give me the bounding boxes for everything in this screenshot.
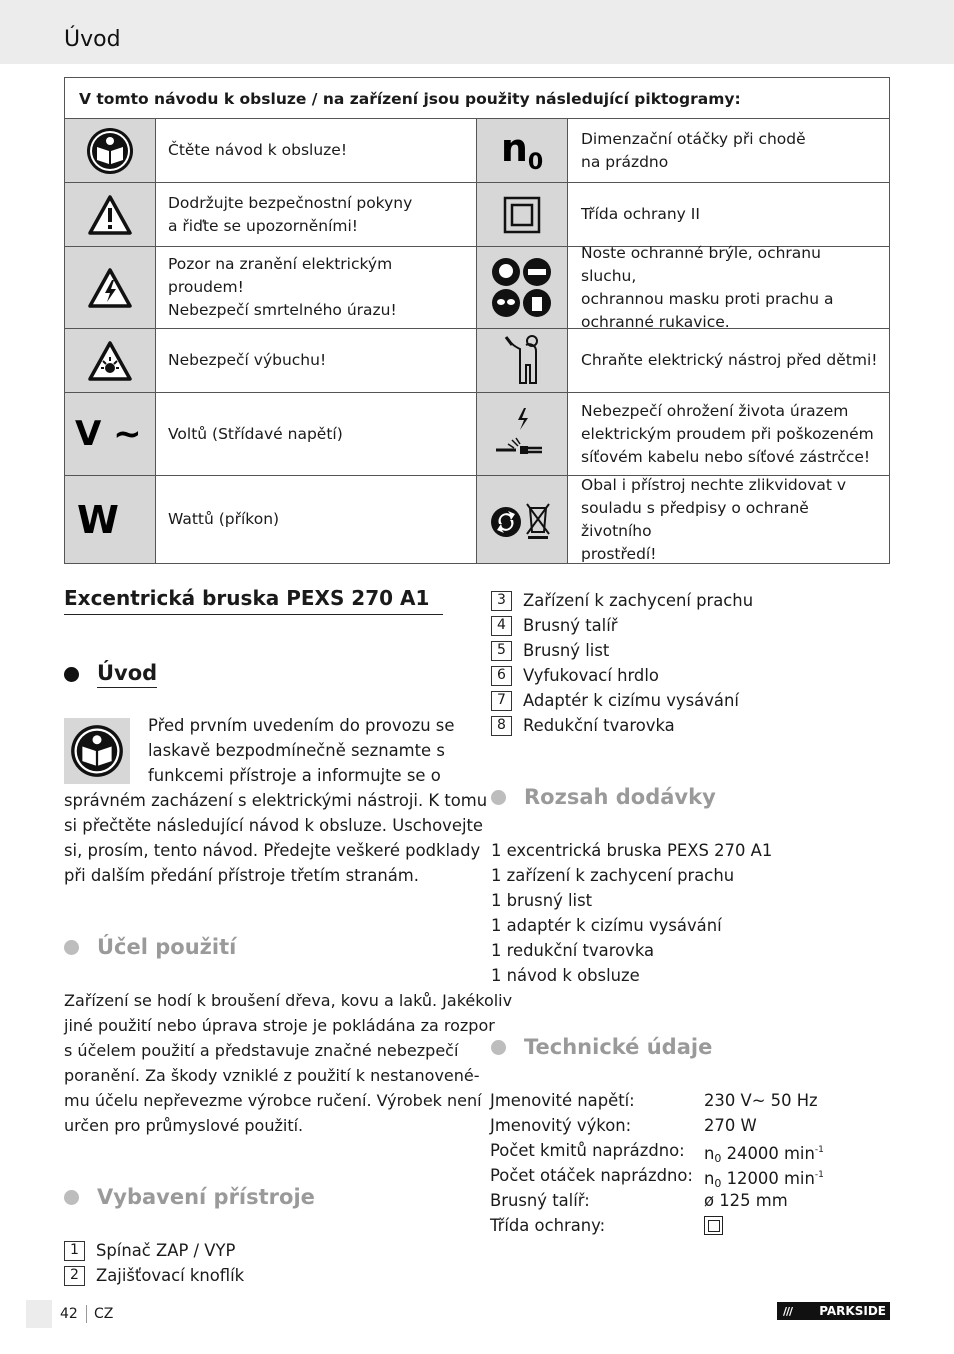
protection-class-ii-icon	[704, 1216, 723, 1235]
spec-number: 12000 min	[721, 1169, 815, 1188]
no-load-speed-glyph: n	[500, 126, 528, 170]
pictogram-text: Chraňte elektrický nástroj před dětmi!	[581, 351, 878, 369]
pictogram-row	[65, 393, 889, 476]
item-label: Zajišťovací knoflík	[96, 1266, 245, 1285]
volt-ac-glyph: V ~	[75, 414, 142, 454]
list-item	[491, 663, 753, 688]
electric-shock-warning-icon	[65, 247, 156, 328]
spec-row	[490, 1138, 824, 1163]
watt-icon	[65, 476, 156, 563]
equipment-heading-text: Vybavení přístroje	[97, 1185, 315, 1209]
intro-paragraph-start: Před prvním uvedením do provozu se laskavě bezpodmínečně seznamte s funkcemi přístroje a informujte se o	[148, 716, 455, 785]
equipment-list-right	[491, 588, 753, 738]
spec-row	[490, 1113, 824, 1138]
pictogram-row	[65, 119, 889, 183]
spec-label: Třída ochrany:	[490, 1216, 606, 1235]
spec-label: Jmenovité napětí:	[490, 1091, 635, 1110]
pictogram-row	[65, 243, 889, 331]
list-item: 1 adaptér k cizímu vysávání	[491, 916, 722, 935]
delivery-heading-text: Rozsah dodávky	[524, 785, 716, 809]
spec-superscript: -1	[814, 1170, 824, 1180]
spec-value: 230 V~ 50 Hz	[704, 1091, 818, 1110]
spec-number: 24000 min	[721, 1144, 815, 1163]
spec-row	[490, 1213, 824, 1238]
watt-glyph: W	[77, 497, 119, 542]
spec-label: Počet otáček naprázdno:	[490, 1166, 693, 1185]
pictogram-text: Nebezpečí ohrožení života úrazem elektrickým proudem při poškozeném síťovém kabelu nebo síťové zástrčce!	[581, 401, 874, 466]
item-number: 5	[491, 641, 512, 661]
item-number: 3	[491, 591, 512, 611]
spec-value: ø 125 mm	[704, 1191, 788, 1210]
damaged-cable-warning-icon	[477, 393, 568, 475]
pictogram-text: Obal i přístroj nechte zlikvidovat v souladu s předpisy o ochraně životního prostředí!	[581, 475, 847, 563]
spec-value	[704, 1213, 723, 1238]
spec-row	[490, 1163, 824, 1188]
brand-logo	[777, 1302, 890, 1320]
spec-row	[490, 1088, 824, 1113]
list-item: 1 excentrická bruska PEXS 270 A1	[491, 841, 773, 860]
spec-subscript: 0	[714, 1177, 722, 1190]
pictogram-text: Dodržujte bezpečnostní pokyny a řiďte se upozorněními!	[156, 183, 477, 246]
list-item: 1 brusný list	[491, 891, 593, 910]
intended-use-heading-text: Účel použití	[97, 935, 237, 959]
intended-use-heading	[64, 935, 236, 959]
spec-value	[704, 1138, 824, 1163]
page-title: Úvod	[64, 27, 121, 52]
volt-ac-icon	[65, 393, 156, 475]
protection-class-ii-icon	[477, 183, 568, 246]
intro-heading	[64, 661, 157, 688]
item-number: 1	[64, 1241, 85, 1261]
bullet-dot-icon	[64, 667, 79, 682]
list-item	[491, 588, 753, 613]
spec-symbol: n	[704, 1144, 715, 1163]
intended-use-paragraph: Zařízení se hodí k broušení dřeva, kovu a laků. Jakékoliv jiné použití nebo úprava stroje je pokládána za rozpor s účelem použití a představuje značné nebezpečí poranění. Za škody vzniklé z použití k nestanovené- mu účelu nepřevezme výrobce ručení. Výrobek není určen pro průmyslové použití.	[64, 991, 513, 1135]
spec-value	[704, 1163, 824, 1188]
equipment-heading	[64, 1185, 315, 1209]
keep-away-from-children-icon	[477, 329, 568, 392]
pictogram-text: Pozor na zranění elektrickým proudem! Nebezpečí smrtelného úrazu!	[156, 247, 477, 328]
list-item: 1 návod k obsluze	[491, 966, 640, 985]
list-item	[64, 1238, 244, 1263]
tech-data-heading	[491, 1035, 712, 1059]
pictogram-text: Wattů (příkon)	[156, 476, 477, 563]
spec-superscript: -1	[814, 1145, 824, 1155]
item-number: 2	[64, 1266, 85, 1286]
item-label: Brusný list	[523, 641, 610, 660]
pictogram-text: Noste ochranné brýle, ochranu sluchu, ochrannou masku proti prachu a ochranné rukavice.	[581, 243, 834, 331]
spec-symbol: n	[704, 1169, 715, 1188]
list-item	[491, 638, 753, 663]
delivery-list	[491, 838, 772, 988]
item-label: Brusný talíř	[523, 616, 618, 635]
spec-value: 270 W	[704, 1116, 757, 1135]
intro-heading-text: Úvod	[97, 661, 157, 688]
footer-tab	[26, 1300, 52, 1328]
item-label: Spínač ZAP / VYP	[96, 1241, 236, 1260]
product-title: Excentrická bruska PEXS 270 A1	[64, 586, 443, 615]
spec-label: Počet kmitů naprázdno:	[490, 1141, 685, 1160]
item-label: Vyfukovací hrdlo	[523, 666, 659, 685]
page-number: 42	[60, 1306, 78, 1322]
bullet-dot-icon	[491, 1040, 506, 1055]
tech-specs	[490, 1088, 824, 1238]
pictogram-row	[65, 329, 889, 393]
tech-data-heading-text: Technické údaje	[524, 1035, 713, 1059]
item-number: 7	[491, 691, 512, 711]
item-label: Zařízení k zachycení prachu	[523, 591, 754, 610]
header-bar	[0, 0, 954, 64]
item-number: 8	[491, 716, 512, 736]
bullet-dot-icon	[64, 1190, 79, 1205]
pictogram-table-heading: V tomto návodu k obsluze / na zařízení jsou použity následující piktogramy:	[65, 78, 889, 119]
list-item: 1 zařízení k zachycení prachu	[491, 866, 735, 885]
protective-equipment-icon	[477, 247, 568, 328]
recycling-disposal-icon	[477, 476, 568, 563]
brand-stripes: ///	[783, 1305, 793, 1318]
bullet-dot-icon	[64, 940, 79, 955]
intro-paragraph-rest: správném zacházení s elektrickými nástroji. K tomu si přečtěte následující návod k obsluze. Uschovejte si, prosím, tento návod. Předejte veškeré podklady při dalším předání přístroje třetím stranám.	[64, 791, 488, 885]
language-code: CZ	[94, 1306, 114, 1322]
list-item: 1 redukční tvarovka	[491, 941, 655, 960]
pictogram-text: Nebezpečí výbuchu!	[156, 329, 477, 392]
pictogram-text: Třída ochrany II	[581, 205, 700, 223]
pictogram-text: Čtěte návod k obsluze!	[156, 119, 477, 182]
pictogram-row	[65, 476, 889, 563]
read-manual-icon	[64, 718, 130, 784]
read-manual-icon	[65, 119, 156, 182]
list-item	[64, 1263, 244, 1288]
item-label: Redukční tvarovka	[523, 716, 675, 735]
delivery-heading	[491, 785, 716, 809]
list-item	[491, 613, 753, 638]
no-load-speed-subscript: 0	[527, 150, 544, 175]
brand-name: PARKSIDE	[819, 1304, 886, 1318]
bullet-dot-icon	[491, 790, 506, 805]
equipment-list-left	[64, 1238, 244, 1288]
pictogram-text: Dimenzační otáčky při chodě na prázdno	[581, 129, 806, 171]
list-item	[491, 688, 753, 713]
pictogram-text: Voltů (Střídavé napětí)	[156, 393, 477, 475]
warning-triangle-icon	[65, 183, 156, 246]
item-number: 6	[491, 666, 512, 686]
pictogram-table	[64, 77, 890, 564]
item-label: Adaptér k cizímu vysávání	[523, 691, 739, 710]
spec-label: Brusný talíř:	[490, 1191, 590, 1210]
pictogram-row	[65, 183, 889, 247]
spec-subscript: 0	[714, 1152, 722, 1165]
explosion-warning-icon	[65, 329, 156, 392]
footer-divider	[86, 1305, 87, 1323]
item-number: 4	[491, 616, 512, 636]
spec-row	[490, 1188, 824, 1213]
spec-label: Jmenovitý výkon:	[490, 1116, 632, 1135]
no-load-speed-icon	[477, 119, 568, 182]
list-item	[491, 713, 753, 738]
